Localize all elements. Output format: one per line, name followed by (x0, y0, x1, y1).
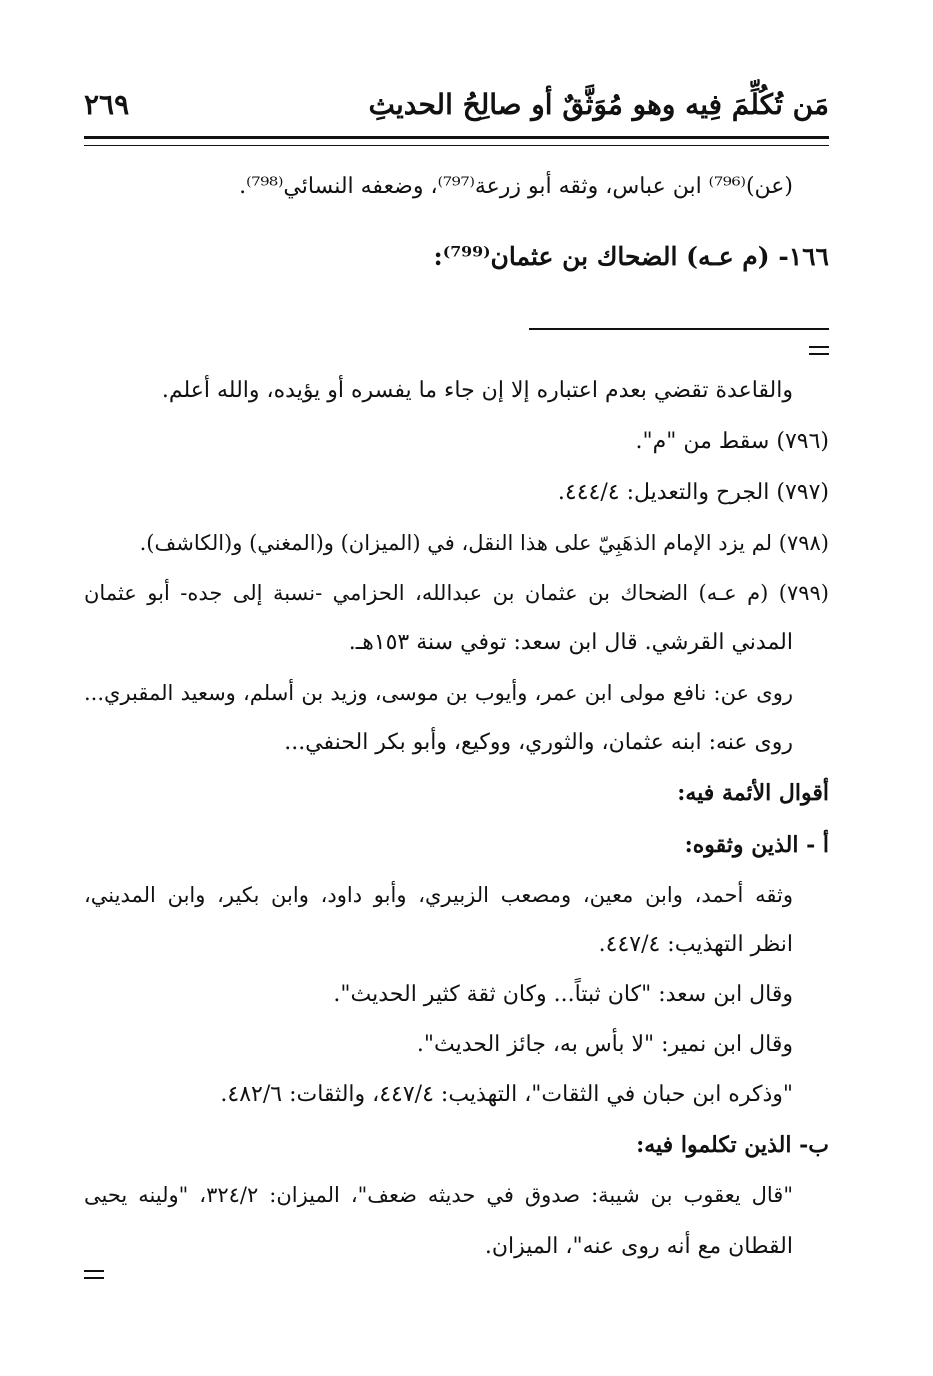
footnote-separator (529, 328, 829, 330)
continuation-mark-bottom (84, 1270, 104, 1279)
a-line2: انظر التهذيب: ٤٤٧/٤. (598, 932, 793, 957)
running-title: مَن تُكُلِّمَ فِيه وهو مُوَثَّقٌ أو صالِحُ الحديثِ (368, 88, 829, 121)
footnote-798: (٧٩٨) لم يزد الإمام الذهَبِيّ على هذا النقل، في (الميزان) و(المغني) و(الكاشف). (139, 531, 829, 555)
a-line1: وثقه أحمد، وابن معين، ومصعب الزبيري، وأبو داود، وابن بكير، وابن المديني، (84, 883, 793, 907)
footnote-799-line2: المدني القرشي. قال ابن سعد: توفي سنة ١٥٣هـ. (348, 630, 793, 655)
subheading-b: ب- الذين تكلموا فيه: (636, 1132, 829, 1158)
main-text-line: (عن)⁽⁷⁹⁶⁾ ابن عباس، وثقه أبو زرعة⁽⁷⁹⁷⁾، وضعفه النسائي⁽⁷⁹⁸⁾. (239, 174, 793, 199)
page-header (84, 82, 829, 132)
footnote-799-line3: روى عن: نافع مولى ابن عمر، وأيوب بن موسى، وزيد بن أسلم، وسعيد المقبري... (84, 681, 793, 705)
footnote-continuation: والقاعدة تقضي بعدم اعتباره إلا إن جاء ما يفسره أو يؤيده، والله أعلم. (161, 378, 793, 403)
subheading-a: أ - الذين وثقوه: (684, 832, 829, 858)
b-line2: القطان مع أنه روى عنه"، الميزان. (484, 1234, 793, 1259)
a-line4: وقال ابن نمير: "لا بأس به، جائز الحديث". (416, 1032, 793, 1057)
footnote-797: (٧٩٧) الجرح والتعديل: ٤٤٤/٤. (557, 480, 829, 505)
page-number: ٢٦٩ (84, 88, 130, 121)
imams-heading: أقوال الأئمة فيه: (677, 780, 829, 806)
continuation-mark (809, 346, 829, 355)
footnote-796: (٧٩٦) سقط من "م". (635, 429, 829, 454)
b-line1: "قال يعقوب بن شيبة: صدوق في حديثه ضعف"، الميزان: ٣٢٤/٢، "ولينه يحيى (84, 1183, 793, 1207)
footnote-799-line4: روى عنه: ابنه عثمان، والثوري، ووكيع، وأبو بكر الحنفي... (284, 730, 793, 755)
a-line5: "وذكره ابن حبان في الثقات"، التهذيب: ٤٤٧/٤، والثقات: ٤٨٢/٦. (220, 1082, 793, 1107)
footnote-799-line1: (٧٩٩) (م عـه) الضحاك بن عثمان بن عبدالله، الحزامي -نسبة إلى جده- أبو عثمان (84, 581, 829, 605)
header-rule-thin (84, 145, 829, 146)
a-line3: وقال ابن سعد: "كان ثبتاً... وكان ثقة كثير الحديث". (333, 982, 793, 1007)
entry-heading: ١٦٦- (م عـه) الضحاك بن عثمان⁽⁷⁹⁹⁾: (433, 242, 829, 271)
header-rule-thick (84, 136, 829, 139)
